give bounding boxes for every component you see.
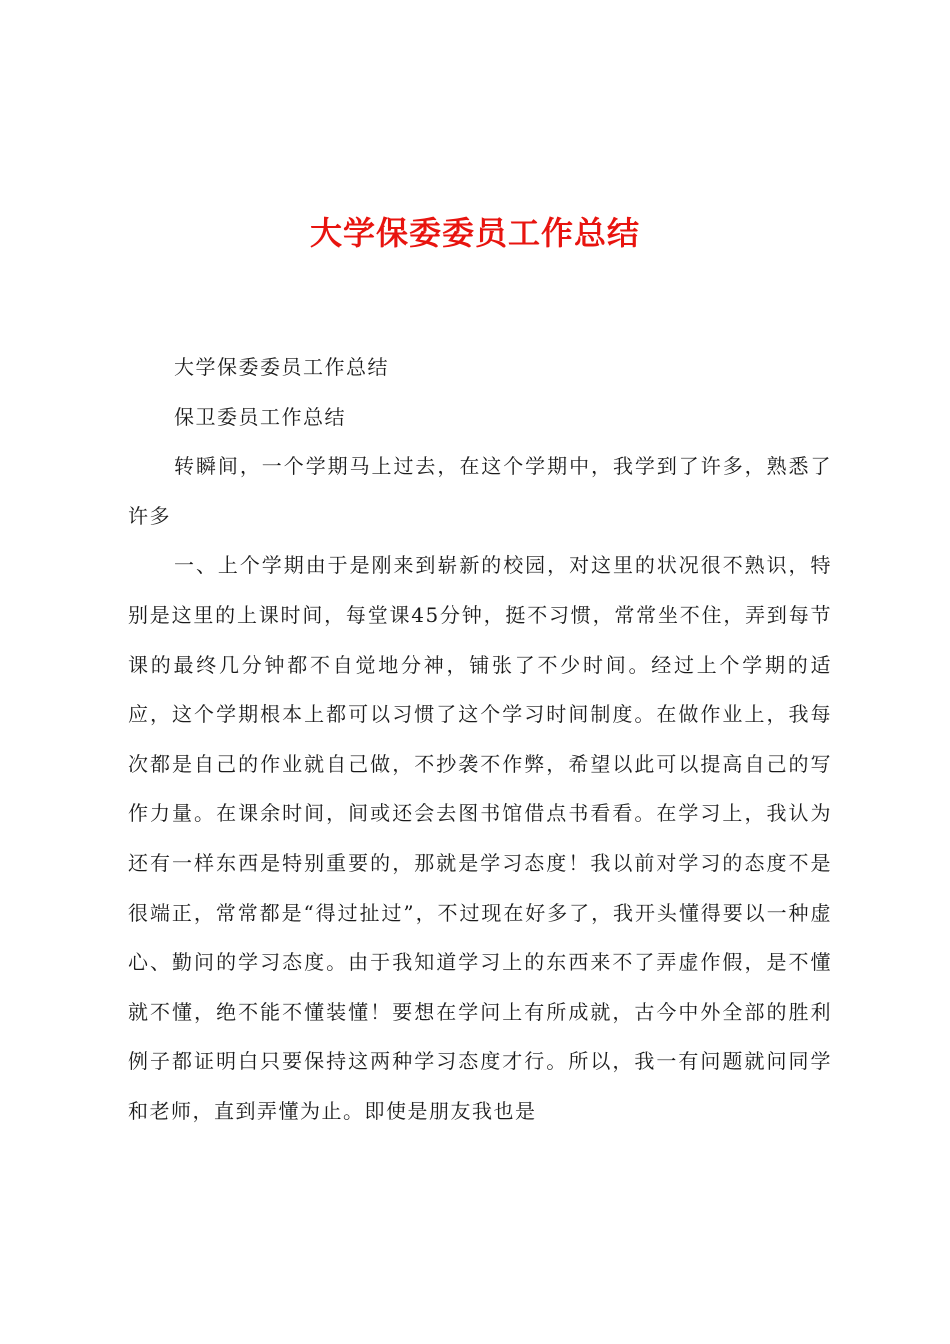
document-title: 大学保委委员工作总结 (309, 214, 640, 252)
document-body (128, 343, 832, 1137)
paragraph-heading: 保卫委员工作总结 (174, 404, 346, 429)
paragraph-section-one: 一、上个学期由于是刚来到崭新的校园，对这里的状况很不熟识，特别是这里的上课时间，每堂课45分钟，挺不习惯，常常坐不住，弄到每节课的最终几分钟都不自觉地分神，铺张了不少时间。经过上个学期的适应，这个学期根本上都可以习惯了这个学习时间制度。在做作业上，我每次都是自己的作业就自己做，不抄袭不作弊，希望以此可以提高自己的写作力量。在课余时间，间或还会去图书馆借点书看看。在学习上，我认为还有一样东西是特别重要的，那就是学习态度！我以前对学习的态度不是很端正，常常都是“得过扯过”，不过现在好多了，我开头懂得要以一种虚心、勤问的学习态度。由于我知道学习上的东西来不了弄虚作假，是不懂就不懂，绝不能不懂装懂！要想在学问上有所成就，古今中外全部的胜利例子都证明白只要保持这两种学习态度才行。所以，我一有问题就问同学和老师，直到弄懂为止。即使是朋友我也是 (128, 553, 832, 1123)
paragraph-subtitle: 大学保委委员工作总结 (174, 355, 389, 379)
paragraph-intro: 转瞬间，一个学期马上过去，在这个学期中，我学到了许多，熟悉了许多 (128, 454, 832, 528)
